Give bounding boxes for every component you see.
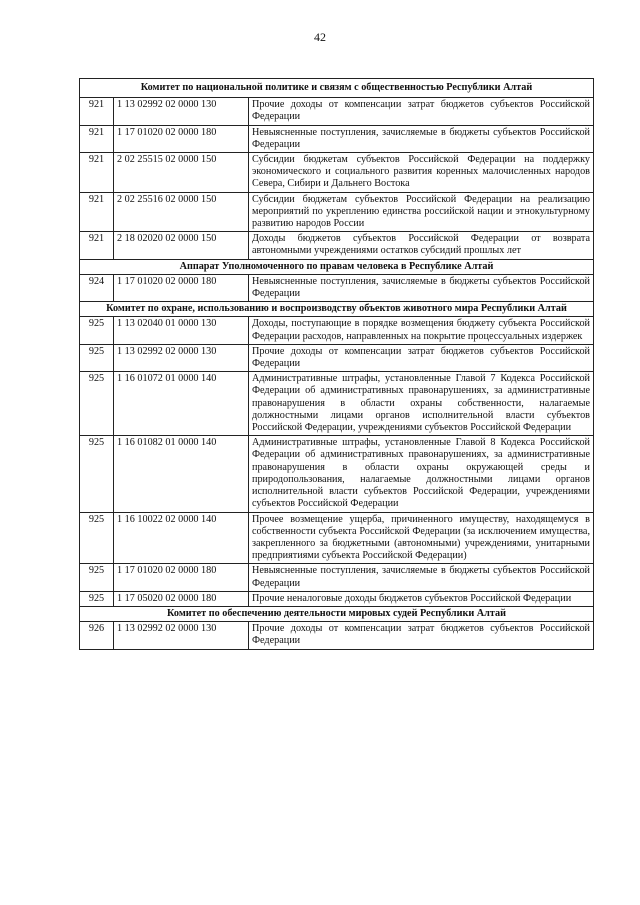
revenue-codes-table (79, 78, 594, 650)
description-cell: Субсидии бюджетам субъектов Российской Федерации на поддержку экономического и социального развития коренных малочисленных народов Севера, Сибири и Дальнего Востока (249, 153, 594, 193)
admin-code-cell: 921 (80, 125, 114, 152)
admin-code-cell: 925 (80, 344, 114, 371)
table-row (80, 436, 594, 512)
description-cell: Прочие доходы от компенсации затрат бюджетов субъектов Российской Федерации (249, 622, 594, 649)
description-cell: Прочие неналоговые доходы бюджетов субъектов Российской Федерации (249, 591, 594, 606)
description-cell: Доходы бюджетов субъектов Российской Федерации от возврата автономными учреждениями остатков субсидий прошлых лет (249, 232, 594, 259)
table-row (80, 317, 594, 344)
admin-code-cell: 925 (80, 372, 114, 436)
admin-code-cell: 925 (80, 512, 114, 564)
admin-code-cell: 921 (80, 192, 114, 232)
table-row (80, 564, 594, 591)
admin-code-cell: 924 (80, 274, 114, 301)
kbk-code-cell: 1 17 01020 02 0000 180 (114, 274, 249, 301)
kbk-code-cell: 1 13 02992 02 0000 130 (114, 344, 249, 371)
section-title: Комитет по охране, использованию и воспроизводству объектов животного мира Республики Алтай (80, 302, 594, 317)
description-cell: Субсидии бюджетам субъектов Российской Федерации на реализацию мероприятий по укреплению единства российской нации и этнокультурному развитию народов России (249, 192, 594, 232)
description-cell: Прочие доходы от компенсации затрат бюджетов субъектов Российской Федерации (249, 344, 594, 371)
table-row (80, 512, 594, 564)
description-cell: Невыясненные поступления, зачисляемые в бюджеты субъектов Российской Федерации (249, 274, 594, 301)
admin-code-cell: 921 (80, 153, 114, 193)
kbk-code-cell: 2 02 25516 02 0000 150 (114, 192, 249, 232)
table-row (80, 344, 594, 371)
section-header-row (80, 259, 594, 274)
section-title: Комитет по обеспечению деятельности мировых судей Республики Алтай (80, 606, 594, 621)
kbk-code-cell: 1 17 05020 02 0000 180 (114, 591, 249, 606)
admin-code-cell: 926 (80, 622, 114, 649)
section-header-row (80, 79, 594, 98)
kbk-code-cell: 1 17 01020 02 0000 180 (114, 125, 249, 152)
table-row (80, 591, 594, 606)
admin-code-cell: 925 (80, 436, 114, 512)
kbk-code-cell: 1 16 01072 01 0000 140 (114, 372, 249, 436)
description-cell: Доходы, поступающие в порядке возмещения бюджету субъекта Российской Федерации расходов, направленных на покрытие процессуальных издержек (249, 317, 594, 344)
table-row (80, 192, 594, 232)
table-row (80, 232, 594, 259)
table-row (80, 372, 594, 436)
kbk-code-cell: 2 02 25515 02 0000 150 (114, 153, 249, 193)
kbk-code-cell: 1 13 02992 02 0000 130 (114, 98, 249, 125)
table-row (80, 153, 594, 193)
section-header-row (80, 302, 594, 317)
admin-code-cell: 925 (80, 591, 114, 606)
page-number: 42 (314, 30, 326, 44)
table-row (80, 622, 594, 649)
table-row (80, 98, 594, 125)
table-row (80, 274, 594, 301)
description-cell: Прочие доходы от компенсации затрат бюджетов субъектов Российской Федерации (249, 98, 594, 125)
kbk-code-cell: 2 18 02020 02 0000 150 (114, 232, 249, 259)
description-cell: Невыясненные поступления, зачисляемые в бюджеты субъектов Российской Федерации (249, 564, 594, 591)
admin-code-cell: 921 (80, 98, 114, 125)
description-cell: Невыясненные поступления, зачисляемые в бюджеты субъектов Российской Федерации (249, 125, 594, 152)
kbk-code-cell: 1 17 01020 02 0000 180 (114, 564, 249, 591)
admin-code-cell: 925 (80, 564, 114, 591)
admin-code-cell: 921 (80, 232, 114, 259)
section-header-row (80, 606, 594, 621)
description-cell: Административные штрафы, установленные Главой 8 Кодекса Российской Федерации об административных правонарушениях, за административные правонарушения в области охраны окружающей среды и природопользования, налагаемые должностными лицами органов исполнительной власти субъектов Российской Федерации, учреждениями субъектов Российской Федерации (249, 436, 594, 512)
kbk-code-cell: 1 13 02992 02 0000 130 (114, 622, 249, 649)
description-cell: Административные штрафы, установленные Главой 7 Кодекса Российской Федерации об административных правонарушениях, за административные правонарушения в области охраны собственности, налагаемые должностными лицами органов исполнительной власти субъектов Российской Федерации, учреждениями субъектов Российской Федерации (249, 372, 594, 436)
section-title: Комитет по национальной политике и связям с общественностью Республики Алтай (80, 79, 594, 98)
section-title: Аппарат Уполномоченного по правам человека в Республике Алтай (80, 259, 594, 274)
kbk-code-cell: 1 16 01082 01 0000 140 (114, 436, 249, 512)
kbk-code-cell: 1 16 10022 02 0000 140 (114, 512, 249, 564)
table-row (80, 125, 594, 152)
kbk-code-cell: 1 13 02040 01 0000 130 (114, 317, 249, 344)
description-cell: Прочее возмещение ущерба, причиненного имуществу, находящемуся в собственности субъекта Российской Федерации (за исключением имущества, закрепленного за бюджетными (автономными) учреждениями, унитарными предприятиями субъекта Российской Федерации) (249, 512, 594, 564)
admin-code-cell: 925 (80, 317, 114, 344)
